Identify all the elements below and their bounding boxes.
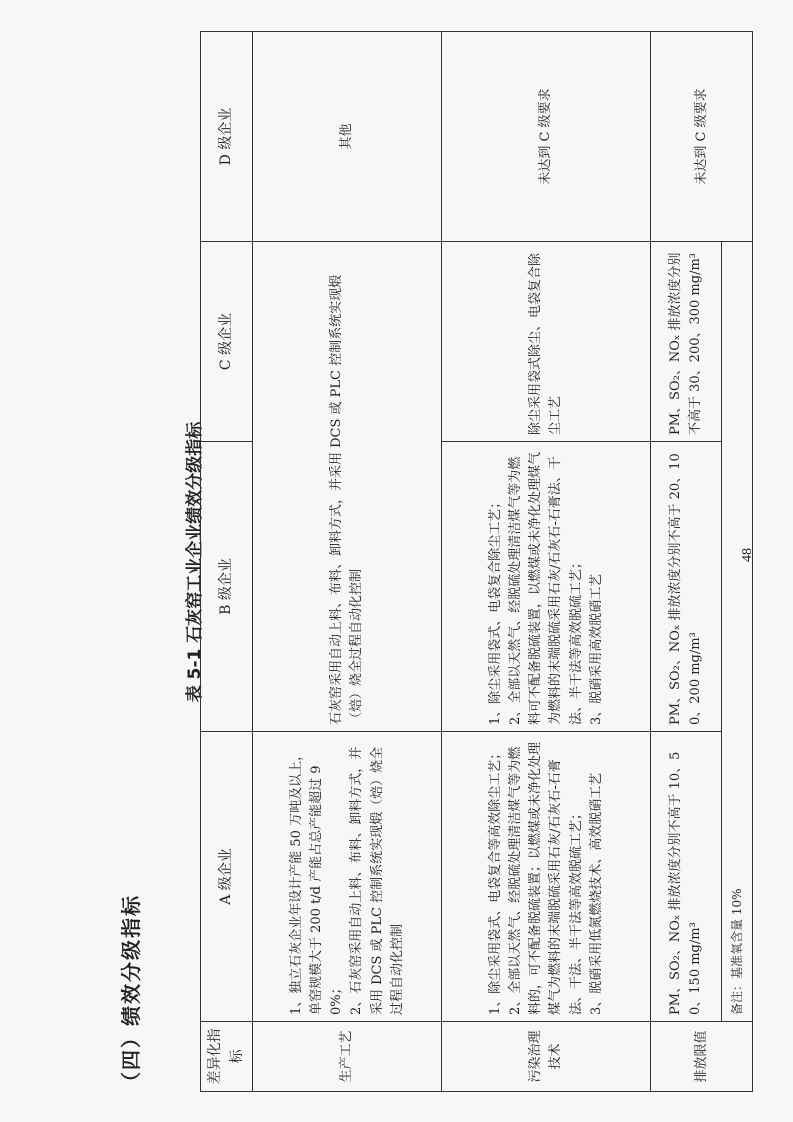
header-b: B 级企业 [201, 442, 253, 732]
page-number: 48 [740, 548, 755, 562]
production-a [253, 732, 442, 1022]
pollution-a-line: 1、除尘采用袋式、电袋复合等高效除尘工艺； [487, 746, 503, 1015]
emission-b: PM、SO₂、NOₓ 排放浓度分别不高于 20、100、200 mg/m³ [651, 442, 722, 732]
pollution-c: 除尘采用袋式除尘、电袋复合除尘工艺 [442, 242, 651, 442]
table-header-row [201, 32, 253, 1092]
row-label-emission: 排放限值 [651, 1022, 753, 1092]
emission-c: PM、SO₂、NOₓ 排放浓度分别不高于 30、200、300 mg/m³ [651, 242, 722, 442]
header-d: D 级企业 [201, 32, 253, 242]
row-label-production: 生产工艺 [253, 1022, 442, 1092]
row-label-pollution: 污染治理技术 [442, 1022, 651, 1092]
pollution-b [442, 442, 651, 732]
pollution-a-line: 2、全部以天然气、经脱硫处理清洁煤气等为燃料的，可不配备脱硫装置；以燃煤或未净化处理煤气为燃料的末端脱硫采用石灰/石灰石-石膏法、干法、半干法等高效脱硫工艺； [508, 741, 584, 1015]
table-row [442, 32, 651, 1092]
production-bc: 石灰窑采用自动上料、布料、卸料方式，并采用 DCS 或 PLC 控制系统实现煅（焙）烧全过程自动化控制 [253, 242, 442, 732]
emission-a: PM、SO₂、NOₓ 排放浓度分别不高于 10、50、150 mg/m³ [651, 732, 722, 1022]
table-row [253, 32, 442, 1092]
pollution-a-line: 3、脱硝采用低氮燃烧技术、高效脱硝工艺 [588, 772, 604, 1015]
production-d: 其他 [253, 32, 442, 242]
section-title: （四）绩效分级指标 [119, 894, 143, 1092]
pollution-b-line: 3、脱硝采用高效脱硝工艺 [588, 573, 604, 725]
pollution-a [442, 732, 651, 1022]
emission-d: 未达到 C 级要求 [651, 32, 753, 242]
performance-table [200, 31, 753, 1092]
production-a-line: 2、石灰窑采用自动上料、布料、卸料方式，并采用 DCS 或 PLC 控制系统实现煅（焙）烧全过程自动化控制 [349, 746, 405, 1015]
header-c: C 级企业 [201, 242, 253, 442]
header-a: A 级企业 [201, 732, 253, 1022]
table-row [651, 32, 722, 1092]
production-a-line: 1、独立石灰企业年设计产能 50 万吨及以上，单窑规模大于 200 t/d 产能占总产能超过 90%； [288, 747, 345, 1015]
pollution-d: 未达到 C 级要求 [442, 32, 651, 242]
table-note: 备注：基准氧含量 10% [722, 242, 753, 1022]
header-indicator: 差异化指标 [201, 1022, 253, 1092]
pollution-b-line: 1、除尘采用袋式、电袋复合除尘工艺； [487, 495, 503, 725]
pollution-b-line: 2、全部以天然气、经脱硫处理清洁煤气等为燃料可不配备脱硫装置，以燃煤或未净化处理煤气为燃料的末端脱硫采用石灰/石灰石-石膏法、干法、半干法等高效脱硫工艺； [508, 451, 584, 725]
table-caption: 表 5-1 石灰窑工业企业绩效分级指标 [185, 421, 205, 703]
